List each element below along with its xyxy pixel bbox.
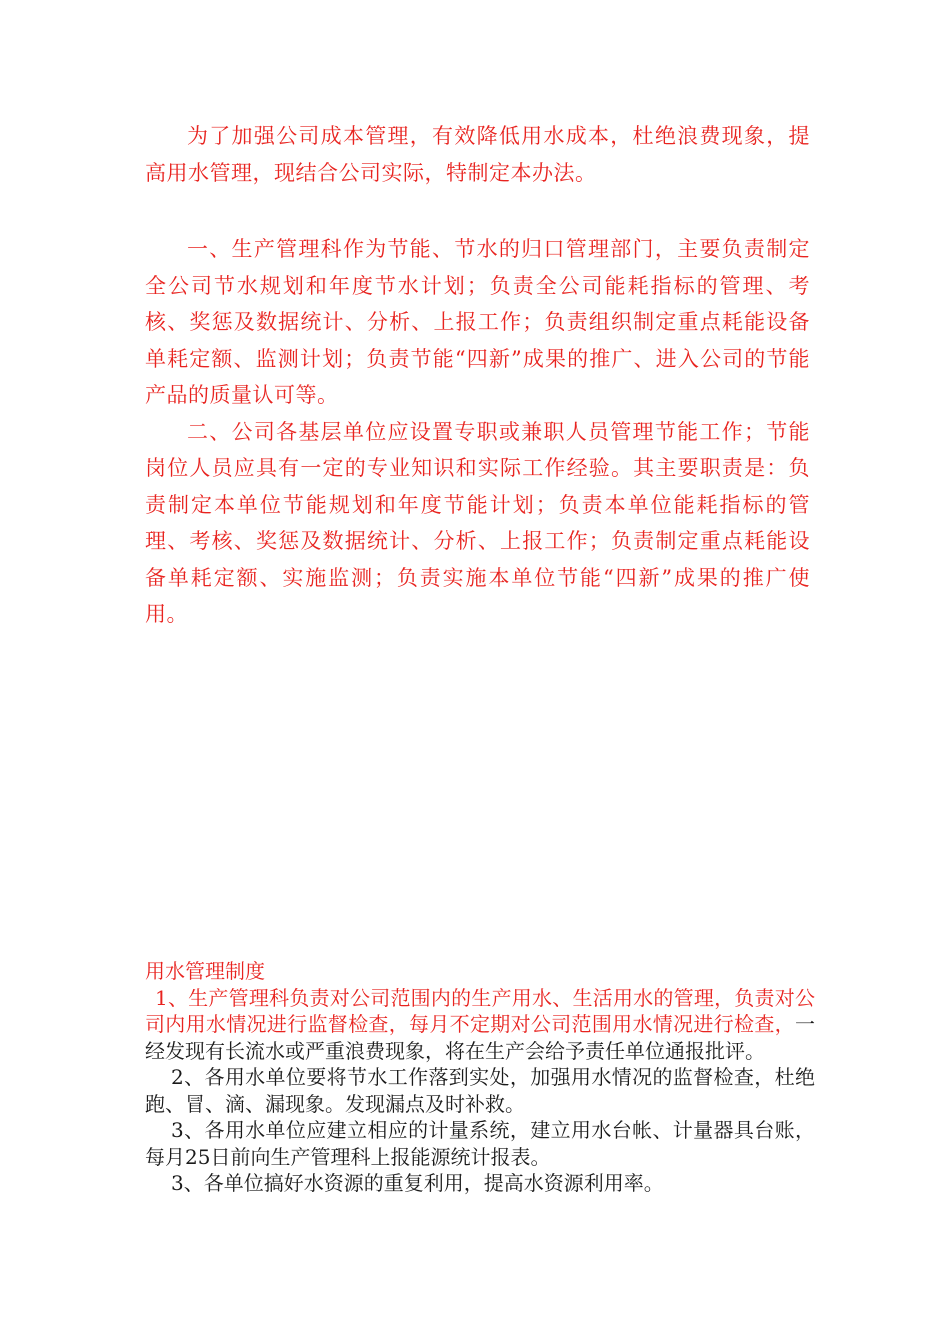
- clause-2-paragraph: 二、公司各基层单位应设置专职或兼职人员管理节能工作；节能岗位人员应具有一定的专业知识和实际工作经验。其主要职责是：负责制定本单位节能规划和年度节能计划；负责本单位能耗指标的管理、考核、奖惩及数据统计、分析、上报工作；负责制定重点耗能设备单耗定额、实施监测；负责实施本单位节能“四新”成果的推广使用。: [145, 419, 810, 626]
- clause-1-paragraph: 一、生产管理科作为节能、节水的归口管理部门，主要负责制定全公司节水规划和年度节水计划；负责全公司能耗指标的管理、考核、奖惩及数据统计、分析、上报工作；负责组织制定重点耗能设备单耗定额、监测计划；负责节能“四新”成果的推广、进入公司的节能产品的质量认可等。: [145, 237, 810, 407]
- rule-3-paragraph: 3、各用水单位应建立相应的计量系统，建立用水台帐、计量器具台账，每月25日前向生产管理科上报能源统计报表。: [145, 1118, 815, 1169]
- rule-4-paragraph: 3、各单位搞好水资源的重复利用，提高水资源利用率。: [171, 1171, 664, 1195]
- section-title: 用水管理制度: [145, 959, 265, 983]
- rule-2-paragraph: 2、各用水单位要将节水工作落到实处，加强用水情况的监督检查，杜绝跑、冒、滴、漏现象。发现漏点及时补救。: [145, 1065, 815, 1116]
- intro-paragraph: 为了加强公司成本管理，有效降低用水成本，杜绝浪费现象，提高用水管理，现结合公司实际，特制定本办法。: [145, 124, 810, 185]
- water-management-section: [145, 958, 815, 1197]
- rule-1-paragraph: [145, 985, 815, 1065]
- rule-1-red-text: 1、生产管理科负责对公司范围内的生产用水、生活用水的管理，负责对公司内用水情况进行监督检查，每月不定期对公司范围用水情况进行检查，: [145, 985, 815, 1036]
- rule-1-black-text: 一经发现有长流水或严重浪费现象，将在生产会给予责任单位通报批评。: [145, 1012, 815, 1063]
- energy-management-section: [145, 118, 810, 633]
